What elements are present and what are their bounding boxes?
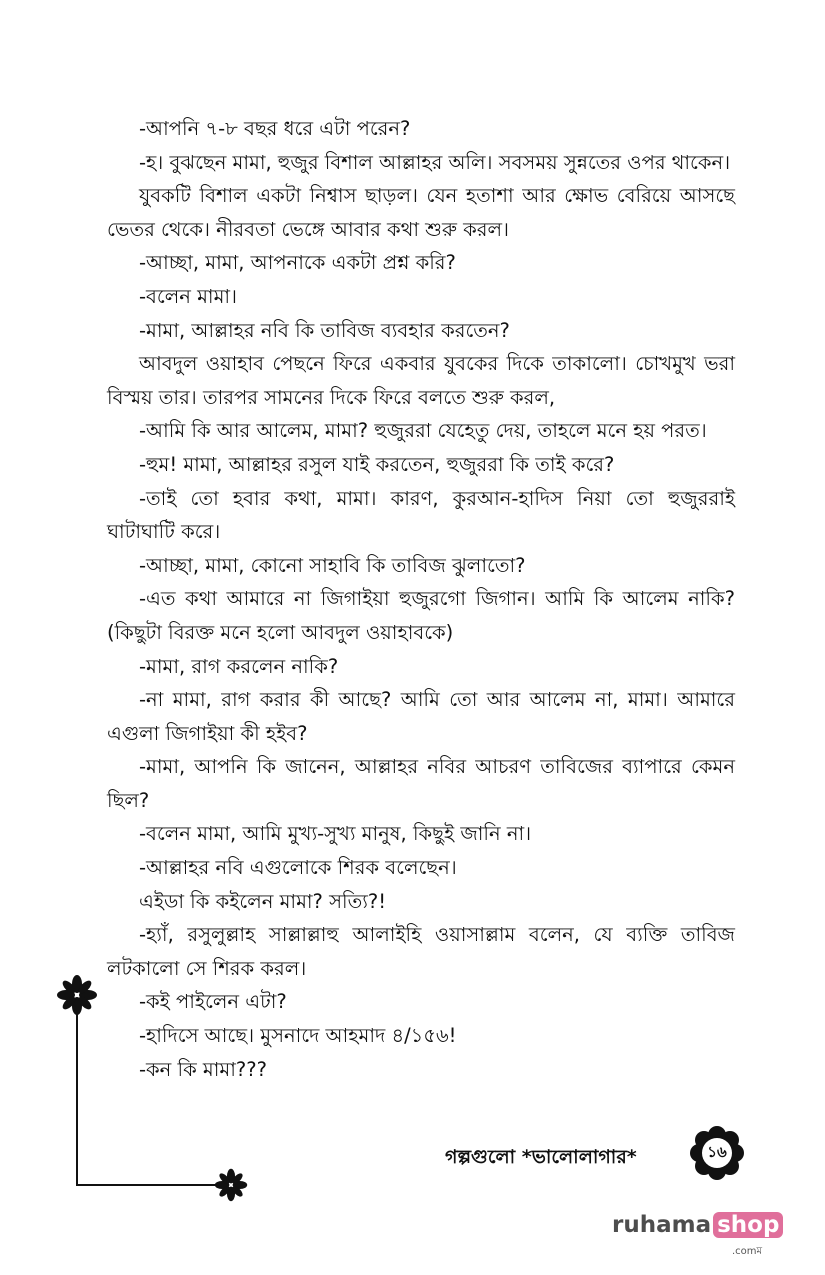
paragraph: -হুম! মামা, আল্লাহর রসুল যাই করতেন, হুজুররা কি তাই করে? — [139, 452, 615, 476]
paragraph: -হ। বুঝছেন মামা, হুজুর বিশাল আল্লাহর অলি। সবসময় সুন্নতের ওপর থাকেন। — [139, 150, 731, 174]
paragraph: -না মামা, রাগ করার কী আছে? আমি তো আর আলেম না, মামা। আমারে এগুলা জিগাইয়া কী হইব? — [107, 688, 735, 745]
paragraph: -হাদিসে আছে। মুসনাদে আহমাদ ৪/১৫৬! — [139, 1024, 457, 1048]
paragraph: -আল্লাহর নবি এগুলোকে শিরক বলেছেন। — [139, 856, 457, 880]
paragraph: যুবকটি বিশাল একটা নিশ্বাস ছাড়ল। যেন হতাশা আর ক্ষোভ বেরিয়ে আসছে ভেতর থেকে। নীরবতা ভেঙ্গে আবার কথা শুরু করল। — [107, 184, 735, 241]
book-series-title: গল্পগুলো *ভালোলাগার* — [445, 1146, 637, 1168]
paragraph: -আপনি ৭-৮ বছর ধরে এটা পরেন? — [139, 117, 411, 140]
paragraph: -এত কথা আমারে না জিগাইয়া হুজুরগো জিগান। আমি কি আলেম নাকি? (কিছুটা বিরক্ত মনে হলো আবদুল ওয়াহাবকে) — [107, 587, 735, 644]
paragraph: -বলেন মামা, আমি মুখ্য-সুখ্য মানুষ, কিছুই জানি না। — [139, 822, 532, 846]
paragraph: -মামা, আপনি কি জানেন, আল্লাহর নবির আচরণ তাবিজের ব্যাপারে কেমন ছিল? — [107, 755, 735, 812]
page-number: ১৬ — [707, 1142, 727, 1161]
paragraph: -তাই তো হবার কথা, মামা। কারণ, কুরআন-হাদিস নিয়া তো হুজুররাই ঘাটাঘাটি করে। — [107, 486, 735, 544]
paragraph: -আমি কি আর আলেম, মামা? হুজুররা যেহেতু দেয়, তাহলে মনে হয় পরত। — [139, 419, 707, 443]
paragraph: -কই পাইলেন এটা? — [139, 990, 287, 1014]
asterisk-ornament-bottom-icon — [214, 1168, 248, 1202]
frame-line-horizontal — [76, 1184, 222, 1186]
paragraph: -কন কি মামা??? — [139, 1057, 267, 1081]
paragraph: -আচ্ছা, মামা, আপনাকে একটা প্রশ্ন করি? — [139, 251, 456, 275]
watermark-ruhama-text: ruhama — [612, 1212, 712, 1238]
watermark-domain-text: .comম — [732, 1246, 763, 1257]
paragraph: এইডা কি কইলেন মামা? সত্যি?! — [139, 889, 387, 913]
watermark-shop-text: shop — [713, 1212, 783, 1238]
paragraph: -মামা, রাগ করলেন নাকি? — [139, 654, 339, 678]
paragraph: -বলেন মামা। — [139, 284, 238, 308]
paragraph: -হ্যাঁ, রসুলুল্লাহ সাল্লাল্লাহু আলাইহি ওয়াসাল্লাম বলেন, যে ব্যক্তি তাবিজ লটকালো সে শিরক করল। — [107, 923, 735, 980]
paragraph: -আচ্ছা, মামা, কোনো সাহাবি কি তাবিজ ঝুলাতো? — [139, 553, 526, 577]
paragraph: -মামা, আল্লাহর নবি কি তাবিজ ব্যবহার করতেন? — [139, 318, 510, 342]
page-text-body — [107, 112, 735, 1086]
frame-line-vertical — [76, 1002, 78, 1186]
paragraph: আবদুল ওয়াহাব পেছনে ফিরে একবার যুবকের দিকে তাকালো। চোখমুখ ভরা বিস্ময় তার। তারপর সামনের দিকে ফিরে বলতে শুরু করল, — [107, 352, 735, 409]
ruhamashop-watermark — [612, 1212, 783, 1238]
